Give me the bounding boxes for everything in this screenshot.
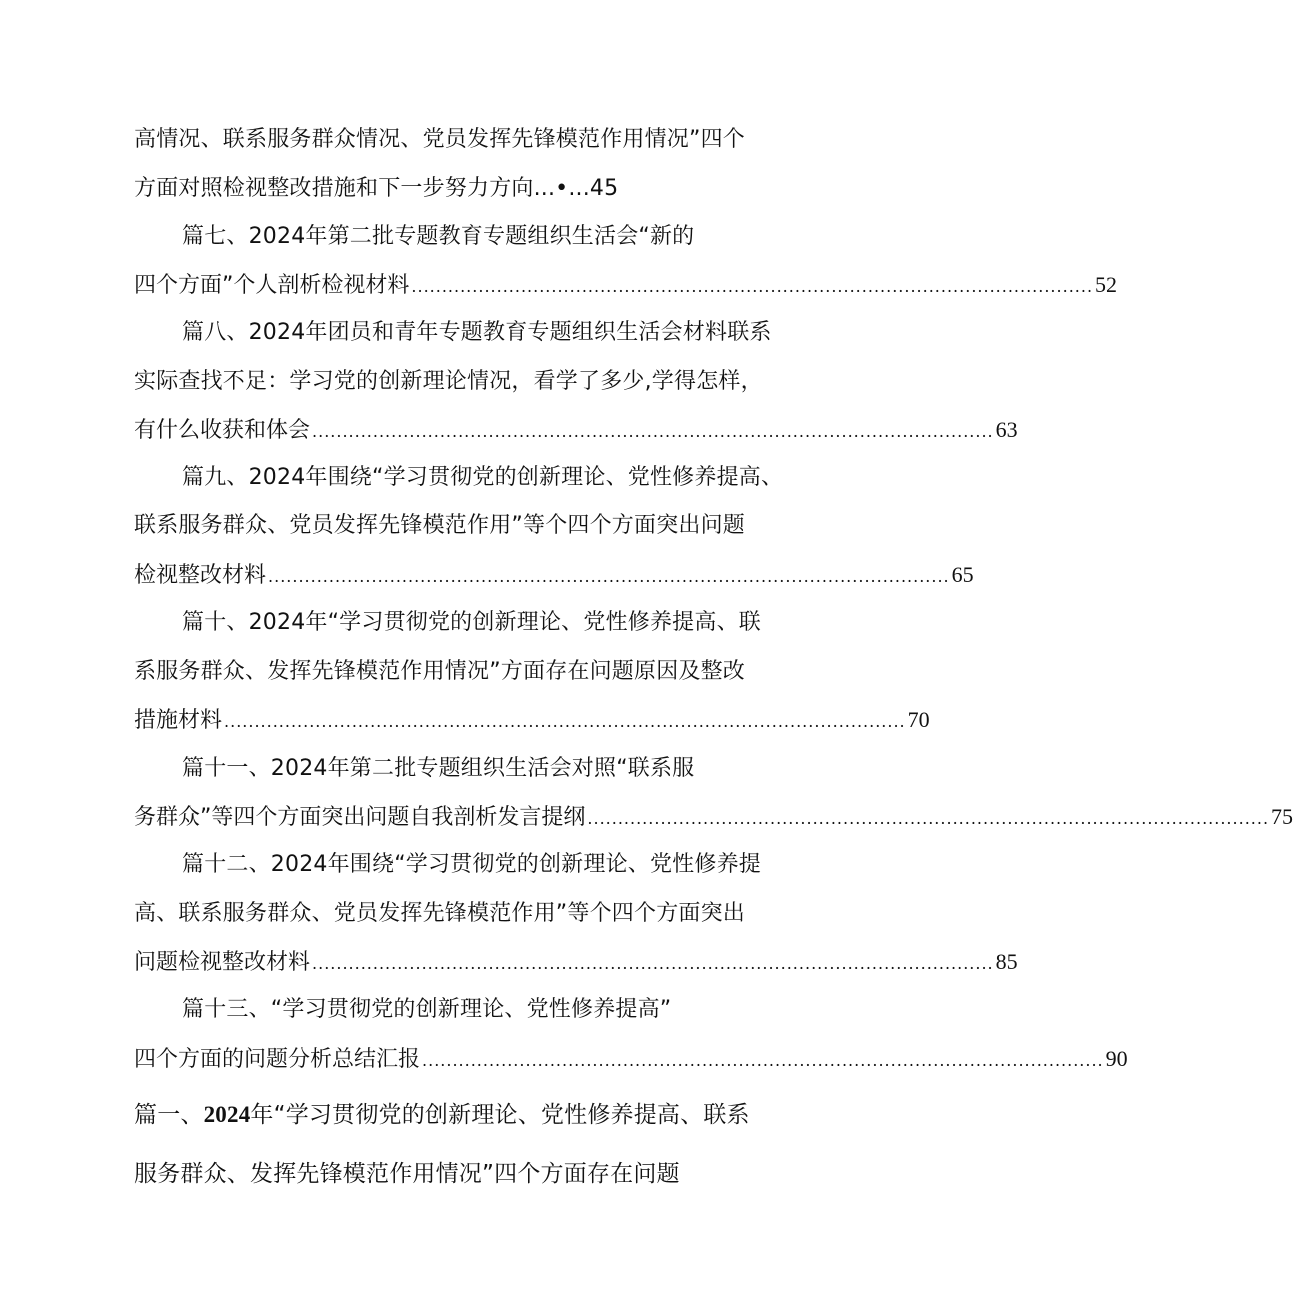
toc-entry-8-line2[interactable]: 实际查找不足：学习党的创新理论情况，看学了多少,学得怎样， — [134, 369, 763, 394]
toc-leader-dots: ................................................................................................................ — [411, 277, 1094, 296]
toc-entry-11-last[interactable] — [134, 802, 1293, 834]
toc-entry-9-title-end: 检视整改材料 — [134, 563, 267, 588]
toc-leader-dots: ................................................................................................................ — [312, 422, 994, 441]
toc-entry-11-line1[interactable]: 篇十一、2024年第二批专题组织生活会对照“联系服 — [182, 756, 695, 781]
toc-entry-12-line1[interactable]: 篇十二、2024年围绕“学习贯彻党的创新理论、党性修养提 — [182, 852, 761, 877]
toc-entry-9-line2[interactable]: 联系服务群众、党员发挥先锋模范作用”等个四个方面突出问题 — [134, 513, 745, 538]
body-heading-rest: 年“学习贯彻党的创新理论、党性修养提高、联系 — [250, 1102, 750, 1128]
toc-entry-9-last[interactable] — [134, 560, 974, 592]
toc-leader-dots: ................................................................................................................ — [268, 567, 950, 586]
toc-entry-13-line1[interactable]: 篇十三、“学习贯彻党的创新理论、党性修养提高” — [182, 997, 672, 1022]
toc-entry-10-line1[interactable]: 篇十、2024年“学习贯彻党的创新理论、党性修养提高、联 — [182, 610, 761, 635]
toc-entry-13-last[interactable] — [134, 1044, 1128, 1076]
toc-entry-12-page: 85 — [995, 949, 1018, 974]
toc-entry-10-last[interactable] — [134, 705, 930, 737]
body-heading-year: 2024 — [203, 1102, 251, 1127]
toc-leader-dots: ................................................................................................................ — [422, 1051, 1104, 1070]
toc-prev-tail-line2: 方面对照检视整改措施和下一步努力方向...•...45 — [134, 176, 619, 201]
toc-entry-9-line1[interactable]: 篇九、2024年围绕“学习贯彻党的创新理论、党性修养提高、 — [182, 465, 784, 490]
toc-entry-7-page: 52 — [1095, 272, 1118, 297]
toc-entry-8-line1[interactable]: 篇八、2024年团员和青年专题教育专题组织生活会材料联系 — [182, 320, 772, 345]
body-heading-prefix: 篇一、 — [134, 1102, 204, 1128]
toc-entry-10-title-end: 措施材料 — [134, 708, 223, 733]
toc-entry-7-last[interactable] — [134, 270, 1118, 302]
toc-leader-dots: ................................................................................................................ — [224, 712, 906, 731]
toc-entry-12-title-end: 问题检视整改材料 — [134, 950, 311, 975]
toc-entry-10-line2[interactable]: 系服务群众、发挥先锋模范作用情况”方面存在问题原因及整改 — [134, 659, 745, 684]
toc-entry-7-line1[interactable]: 篇七、2024年第二批专题教育专题组织生活会“新的 — [182, 224, 695, 249]
body-heading-line2: 服务群众、发挥先锋模范作用情况”四个方面存在问题 — [134, 1161, 680, 1187]
toc-entry-10-page: 70 — [907, 707, 930, 732]
toc-entry-12-last[interactable] — [134, 947, 1018, 979]
body-heading-line1 — [134, 1100, 750, 1130]
toc-entry-13-page: 90 — [1105, 1046, 1128, 1071]
toc-entry-8-last[interactable] — [134, 415, 1018, 447]
toc-leader-dots: ................................................................................................................ — [587, 809, 1270, 828]
toc-leader-dots: ................................................................................................................ — [312, 954, 994, 973]
toc-entry-12-line2[interactable]: 高、联系服务群众、党员发挥先锋模范作用”等个四个方面突出 — [134, 901, 745, 926]
toc-entry-8-title-end: 有什么收获和体会 — [134, 418, 311, 443]
toc-entry-13-title-end: 四个方面的问题分析总结汇报 — [134, 1047, 421, 1072]
toc-prev-tail-line1: 高情况、联系服务群众情况、党员发挥先锋模范作用情况”四个 — [134, 127, 745, 152]
toc-entry-11-page: 75 — [1271, 804, 1293, 829]
toc-entry-7-title-end: 四个方面”个人剖析检视材料 — [134, 273, 410, 298]
toc-entry-8-page: 63 — [995, 417, 1018, 442]
toc-entry-11-title-end: 务群众”等四个方面突出问题自我剖析发言提纲 — [134, 805, 586, 830]
toc-entry-9-page: 65 — [951, 562, 974, 587]
